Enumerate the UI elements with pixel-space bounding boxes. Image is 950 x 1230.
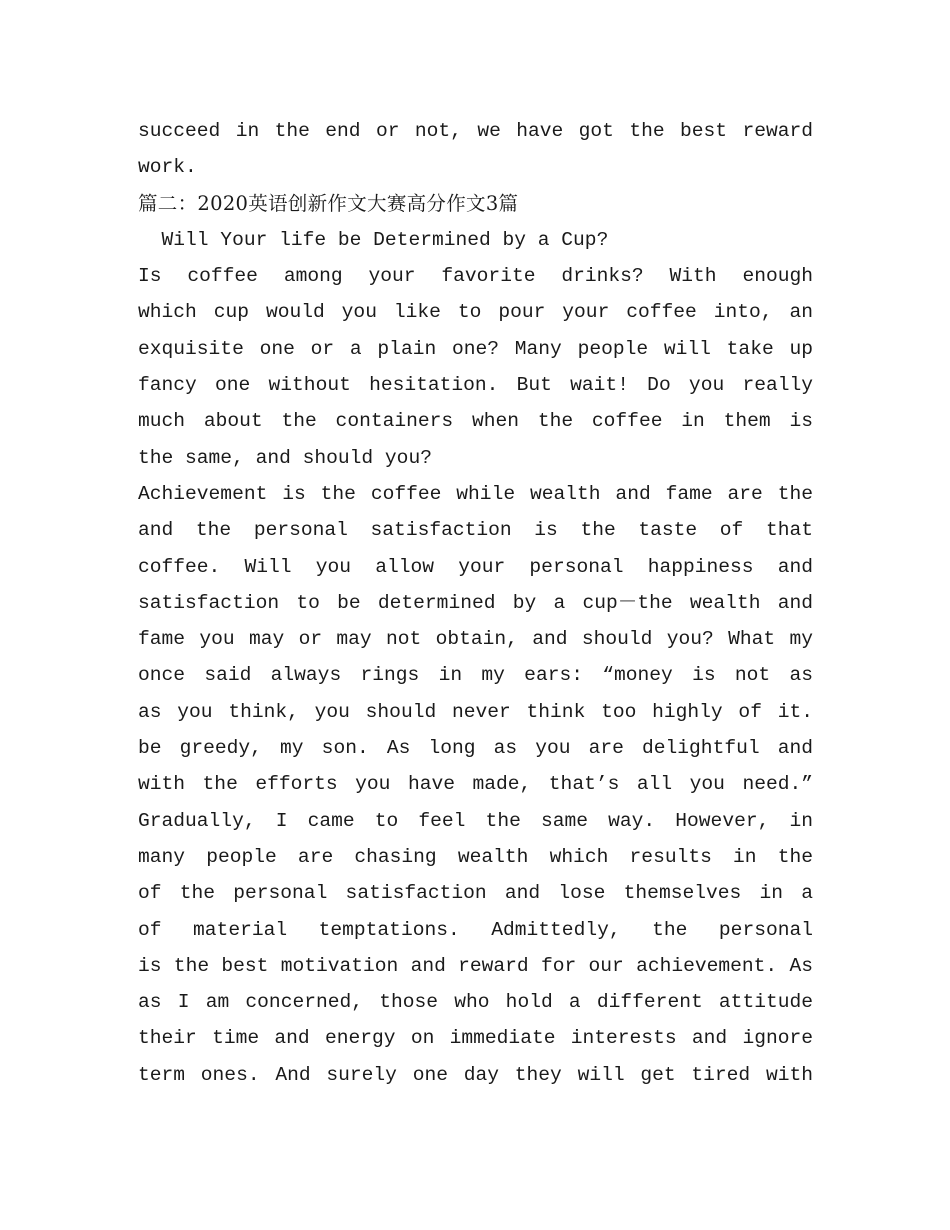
text-line: be greedy, my son. As long as you are delightful and xyxy=(138,737,813,760)
text-line: exquisite one or a plain one? Many people will take up xyxy=(138,337,813,360)
text-line: Gradually, I came to feel the same way. However, in xyxy=(138,809,813,832)
text-line: much about the containers when the coffee in them is xyxy=(138,410,813,433)
document-body xyxy=(138,113,813,1093)
text-line: Will Your life be Determined by a Cup? xyxy=(138,228,609,251)
text-line: of material temptations. Admittedly, the personal xyxy=(138,918,813,941)
text-line: as you think, you should never think too highly of it. xyxy=(138,700,813,723)
text-line: as I am concerned, those who hold a different attitude xyxy=(138,991,813,1014)
text-line: once said always rings in my ears: “money is not as xyxy=(138,664,813,687)
text-line: is the best motivation and reward for our achievement. As xyxy=(138,954,813,977)
text-line: coffee. Will you allow your personal happiness and xyxy=(138,555,813,578)
text-line: Achievement is the coffee while wealth and fame are the xyxy=(138,482,813,505)
text-line: the same, and should you? xyxy=(138,446,432,469)
text-line: Is coffee among your favorite drinks? With enough xyxy=(138,265,813,288)
section-heading: 篇二：2020英语创新作文大赛高分作文3篇 xyxy=(138,191,519,215)
document-page xyxy=(138,113,813,1093)
text-line: satisfaction to be determined by a cup－the wealth and xyxy=(138,591,813,614)
text-line: fancy one without hesitation. But wait! Do you really xyxy=(138,374,813,397)
text-line: their time and energy on immediate interests and ignore xyxy=(138,1027,813,1050)
text-line: term ones. And surely one day they will get tired with xyxy=(138,1063,813,1086)
text-line: succeed in the end or not, we have got the best reward xyxy=(138,120,813,142)
text-line: work. xyxy=(138,156,197,179)
text-line: many people are chasing wealth which results in the xyxy=(138,845,813,868)
text-line: which cup would you like to pour your coffee into, an xyxy=(138,301,813,324)
text-line: with the efforts you have made, that’s all you need.” xyxy=(138,773,813,796)
text-line: of the personal satisfaction and lose themselves in a xyxy=(138,882,813,905)
text-line: and the personal satisfaction is the taste of that xyxy=(138,519,813,542)
text-line: fame you may or may not obtain, and should you? What my xyxy=(138,628,813,651)
